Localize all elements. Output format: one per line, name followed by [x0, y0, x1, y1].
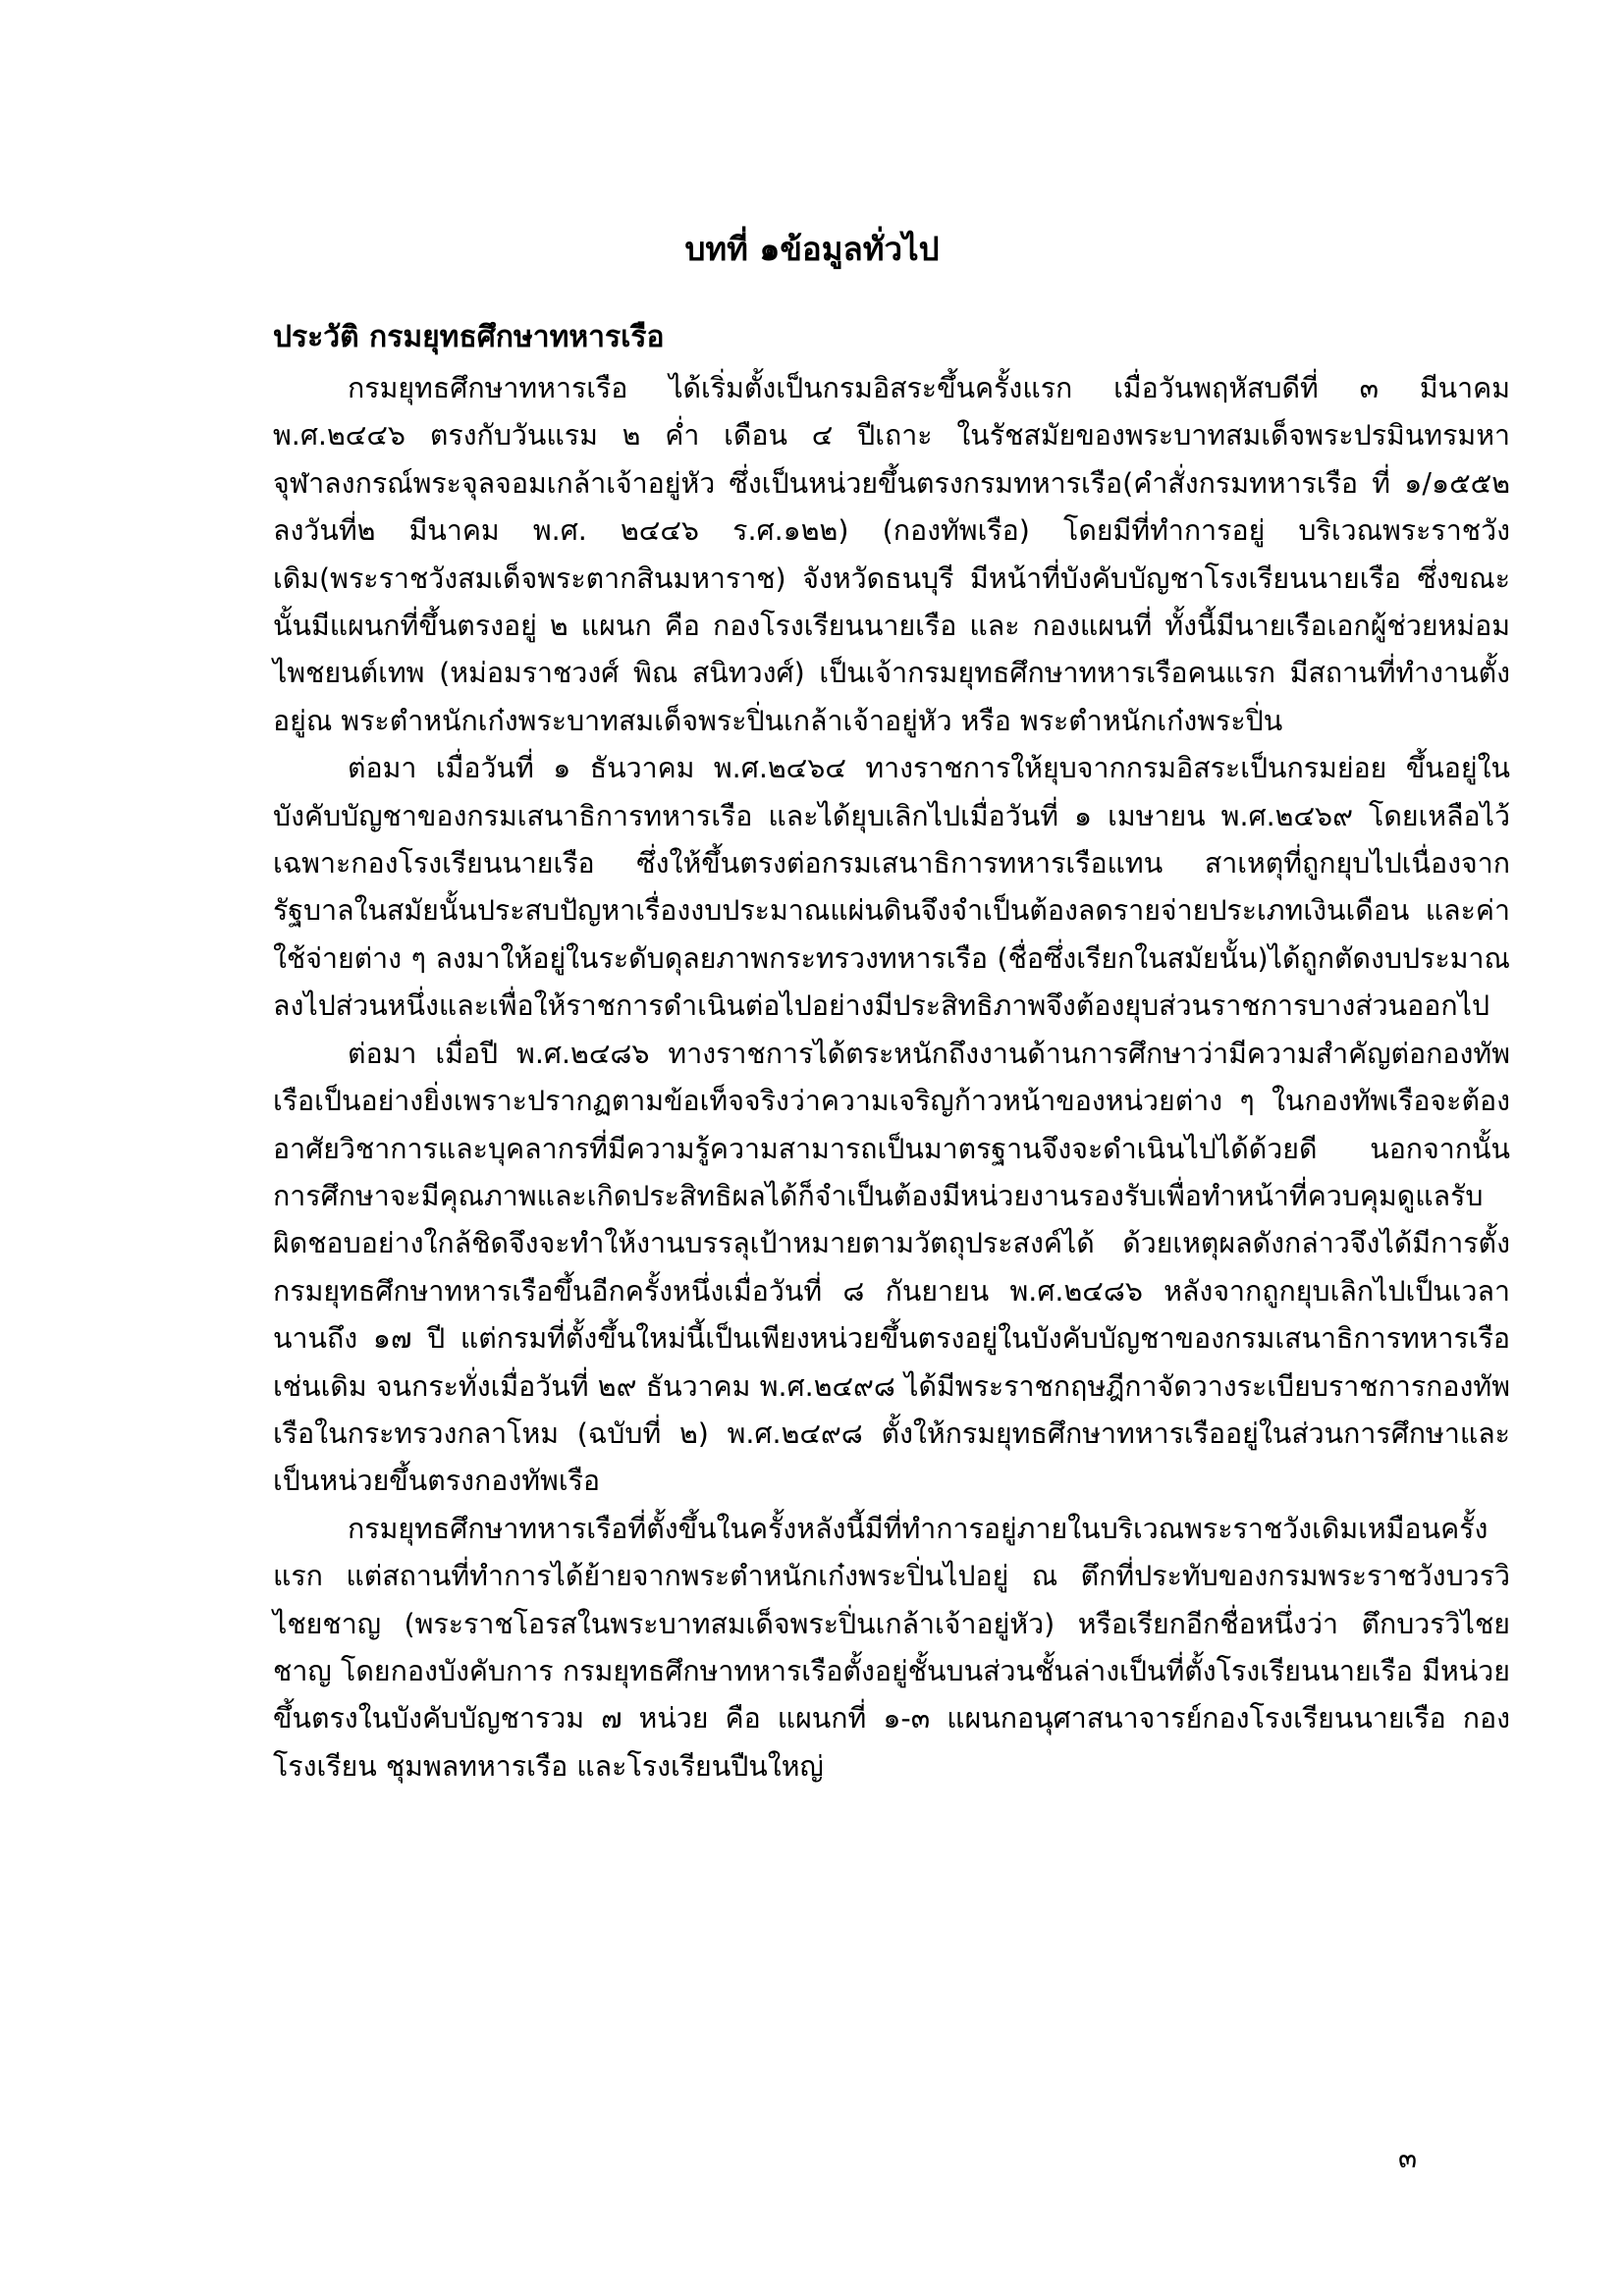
paragraph: ต่อมา เมื่อปี พ.ศ.๒๔๘๖ ทางราชการได้ตระหนักถึงงานด้านการศึกษาว่ามีความสำคัญต่อกองทัพเรือเป็นอย่างยิ่งเพราะปรากฏตามข้อเท็จจริงว่าความเจริญก้าวหน้าของหน่วยต่าง ๆ ในกองทัพเรือจะต้องอาศัยวิชาการและบุคลากรที่มีความรู้ความสามารถเป็นมาตรฐานจึงจะดำเนินไปได้ด้วยดี นอกจากนั้น การศึกษาจะมีคุณภาพและเกิดประสิทธิผลได้ก็จำเป็นต้องมีหน่วยงานรองรับเพื่อทำหน้าที่ควบคุมดูแลรับผิดชอบอย่างใกล้ชิดจึงจะทำให้งานบรรลุเป้าหมายตามวัตถุประสงค์ได้ ด้วยเหตุผลดังกล่าวจึงได้มีการตั้งกรมยุทธศึกษาทหารเรือขึ้นอีกครั้งหนึ่งเมื่อวันที่ ๘ กันยายน พ.ศ.๒๔๘๖ หลังจากถูกยุบเลิกไปเป็นเวลานานถึง ๑๗ ปี แต่กรมที่ตั้งขึ้นใหม่นี้เป็นเพียงหน่วยขึ้นตรงอยู่ในบังคับบัญชาของกรมเสนาธิการทหารเรือเช่นเดิม จนกระทั่งเมื่อวันที่ ๒๙ ธันวาคม พ.ศ.๒๔๙๘ ได้มีพระราชกฤษฎีกาจัดวางระเบียบราชการกองทัพเรือในกระทรวงกลาโหม (ฉบับที่ ๒) พ.ศ.๒๔๙๘ ตั้งให้กรมยุทธศึกษาทหารเรืออยู่ในส่วนการศึกษาและเป็นหน่วยขึ้นตรงกองทัพเรือ — [273, 1037, 1510, 1498]
chapter-title: บทที่ ๑ข้อมูลทั่วไป — [684, 230, 940, 268]
paragraph: ต่อมา เมื่อวันที่ ๑ ธันวาคม พ.ศ.๒๔๖๔ ทางราชการให้ยุบจากกรมอิสระเป็นกรมย่อย ขึ้นอยู่ในบังคับบัญชาของกรมเสนาธิการทหารเรือ และได้ยุบเลิกไปเมื่อวันที่ ๑ เมษายน พ.ศ.๒๔๖๙ โดยเหลือไว้เฉพาะกองโรงเรียนนายเรือ ซึ่งให้ขึ้นตรงต่อกรมเสนาธิการทหารเรือแทน สาเหตุที่ถูกยุบไปเนื่องจากรัฐบาลในสมัยนั้นประสบปัญหาเรื่องงบประมาณแผ่นดินจึงจำเป็นต้องลดรายจ่ายประเภทเงินเดือน และค่าใช้จ่ายต่าง ๆ ลงมาให้อยู่ในระดับดุลยภาพกระทรวงทหารเรือ (ชื่อซึ่งเรียกในสมัยนั้น)ได้ถูกตัดงบประมาณลงไปส่วนหนึ่งและเพื่อให้ราชการดำเนินต่อไปอย่างมีประสิทธิภาพจึงต้องยุบส่วนราชการบางส่วนออกไป — [273, 752, 1510, 1023]
paragraph: กรมยุทธศึกษาทหารเรือที่ตั้งขึ้นในครั้งหลังนี้มีที่ทำการอยู่ภายในบริเวณพระราชวังเดิมเหมือนครั้งแรก แต่สถานที่ทำการได้ย้ายจากพระตำหนักเก๋งพระปิ่นไปอยู่ ณ ตึกที่ประทับของกรมพระราชวังบวรวิไชยชาญ (พระราชโอรสในพระบาทสมเด็จพระปิ่นเกล้าเจ้าอยู่หัว) หรือเรียกอีกชื่อหนึ่งว่า ตึกบวรวิไชยชาญ โดยกองบังคับการ กรมยุทธศึกษาทหารเรือตั้งอยู่ชั้นบนส่วนชั้นล่างเป็นที่ตั้งโรงเรียนนายเรือ มีหน่วย ขึ้นตรงในบังคับบัญชารวม ๗ หน่วย คือ แผนกที่ ๑-๓ แผนกอนุศาสนาจารย์กองโรงเรียนนายเรือ กองโรงเรียน ชุมพลทหารเรือ และโรงเรียนปืนใหญ่ — [273, 1512, 1510, 1783]
body-text — [273, 365, 1510, 1790]
section-heading: ประวัติ กรมยุทธศึกษาทหารเรือ — [273, 320, 665, 354]
paragraph: กรมยุทธศึกษาทหารเรือ ได้เริ่มตั้งเป็นกรมอิสระขึ้นครั้งแรก เมื่อวันพฤหัสบดีที่ ๓ มีนาคม พ.ศ.๒๔๔๖ ตรงกับวันแรม ๒ ค่ำ เดือน ๔ ปีเถาะ ในรัชสมัยของพระบาทสมเด็จพระปรมินทรมหาจุฬาลงกรณ์พระจุลจอมเกล้าเจ้าอยู่หัว ซึ่งเป็นหน่วยขึ้นตรงกรมทหารเรือ(คำสั่งกรมทหารเรือ ที่ ๑/๑๕๕๒ ลงวันที่๒ มีนาคม พ.ศ. ๒๔๔๖ ร.ศ.๑๒๒) (กองทัพเรือ) โดยมีที่ทำการอยู่ บริเวณพระราชวังเดิม(พระราชวังสมเด็จพระตากสินมหาราช) จังหวัดธนบุรี มีหน้าที่บังคับบัญชาโรงเรียนนายเรือ ซึ่งขณะนั้นมีแผนกที่ขึ้นตรงอยู่ ๒ แผนก คือ กองโรงเรียนนายเรือ และ กองแผนที่ ทั้งนี้มีนายเรือเอกผู้ช่วยหม่อมไพชยนต์เทพ (หม่อมราชวงศ์ พิณ สนิทวงศ์) เป็นเจ้ากรมยุทธศึกษาทหารเรือคนแรก มีสถานที่ทำงานตั้งอยู่ณ พระตำหนักเก๋งพระบาทสมเด็จพระปิ่นเกล้าเจ้าอยู่หัว หรือ พระตำหนักเก๋งพระปิ่น — [273, 372, 1510, 737]
page-number: ๓ — [1398, 2142, 1418, 2174]
